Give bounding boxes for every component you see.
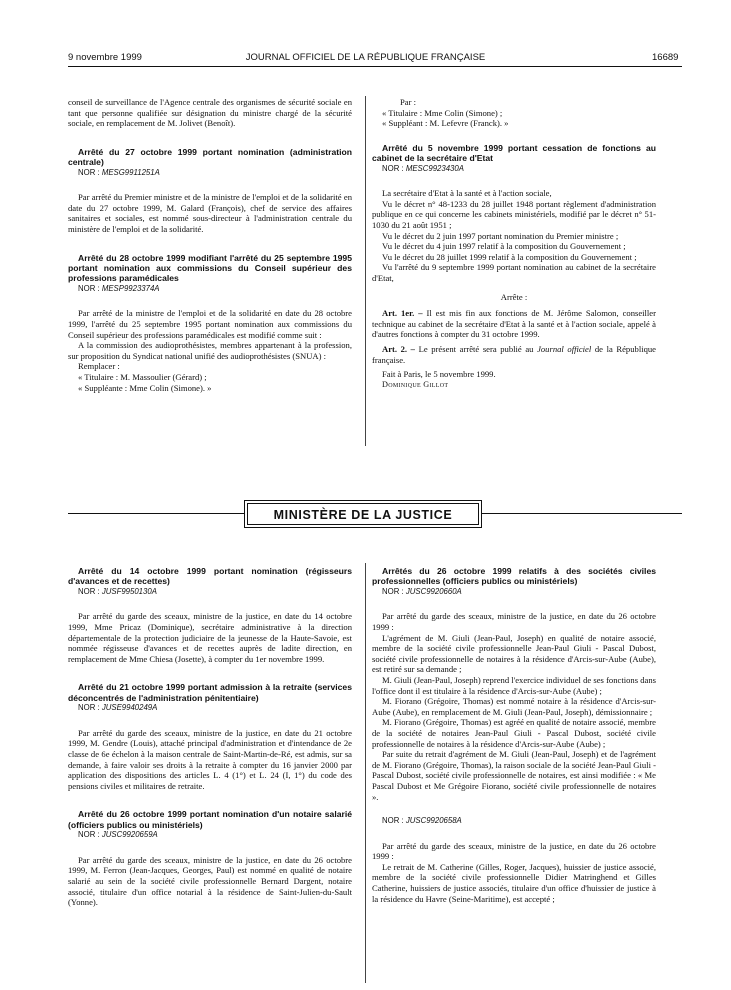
article-2: Art. 2. – Le présent arrêté sera publié au Journal officiel de la République française. bbox=[372, 343, 656, 365]
arrete-paragraph: Par arrêté du garde des sceaux, ministre de la justice, en date du 26 octobre 1999 : bbox=[372, 611, 656, 632]
header-journal-title: JOURNAL OFFICIEL DE LA RÉPUBLIQUE FRANÇAISE bbox=[245, 52, 486, 63]
arrete-title: Arrêté du 14 octobre 1999 portant nomination (régisseurs d'avances et de recettes) bbox=[68, 566, 352, 587]
arrete-title: Arrêté du 27 octobre 1999 portant nomination (administration centrale) bbox=[68, 146, 352, 168]
arrete-title: Arrêtés du 26 octobre 1999 relatifs à des sociétés civiles professionnelles (officiers publics ou ministériels) bbox=[372, 566, 656, 587]
arrete-paragraph: « Titulaire : Mme Colin (Simone) ; bbox=[382, 107, 503, 118]
arrete-paragraph: Remplacer : bbox=[78, 361, 120, 372]
nor-reference: NOR : JUSE9940249A bbox=[78, 703, 158, 713]
header-rule bbox=[68, 66, 682, 67]
nor-reference: NOR : JUSF9950130A bbox=[78, 586, 157, 596]
top-left-column bbox=[68, 97, 352, 393]
arrete-body: Par arrêté du Premier ministre et de la ministre de l'emploi et de la solidarité en date du 27 octobre 1999, M. Galard (François), chef de service des affaires sanitaires et sociales, est nommé sous-directeur à l'administration centrale du ministère de l'emploi et de la solidarité. bbox=[68, 192, 352, 234]
arrete-paragraph: M. Fiorano (Grégoire, Thomas) est nommé notaire à la résidence d'Arcis-sur-Aube (Aube), en remplacement de M. Giuli (Jean-Paul, Joseph), démissionnaire ; bbox=[372, 696, 656, 717]
arrete-keyword: Arrête : bbox=[500, 291, 528, 302]
arrete-body: Par arrêté du garde des sceaux, ministre de la justice, en date du 26 octobre 1999, M. Ferron (Jean-Jacques, Georges, Paul) est nommé en qualité de notaire salarié au sein de la société civile professionnelle Bernard Dargent, notaire associé, titulaire d'un office notarial à la résidence de Saint-Julien-du-Sault (Yonne). bbox=[68, 854, 352, 908]
arrete-paragraph: Vu le décret du 4 juin 1997 relatif à la composition du Gouvernement ; bbox=[382, 241, 626, 252]
nor-reference: NOR : MESG9911251A bbox=[78, 167, 160, 177]
arrete-title: Arrêté du 26 octobre 1999 portant nomination d'un notaire salarié (officiers publics ou ministériels) bbox=[68, 809, 352, 830]
ministry-banner bbox=[244, 500, 482, 528]
arrete-paragraph: M. Fiorano (Grégoire, Thomas) est agréé en qualité de notaire associé, membre de la société de notaires Jean-Paul Giuli - Pascal Dubost, société civile professionnelle de notaires à la résidence d'Arcis-sur-Aube (Aube) ; bbox=[372, 717, 656, 749]
signing-place-date: Fait à Paris, le 5 novembre 1999. bbox=[382, 369, 496, 380]
arrete-title: Arrêté du 28 octobre 1999 modifiant l'arrêté du 25 septembre 1995 portant nomination aux commissions du Conseil supérieur des professions paramédicales bbox=[68, 252, 352, 284]
arrete-paragraph: Par : bbox=[400, 97, 416, 107]
arrete-paragraph: M. Giuli (Jean-Paul, Joseph) reprend l'exercice individuel de ses fonctions dans l'office dont il est titulaire à la résidence d'Arcis-sur-Aube (Aube) ; bbox=[372, 674, 656, 696]
arrete-body: Par arrêté du garde des sceaux, ministre de la justice, en date du 14 octobre 1999, Mme Pricaz (Dominique), secrétaire administrative à la direction départementale de la protection judiciaire de la jeunesse de la Haute-Savoie, est nommée régisseuse d'avances et de recettes auprès de ladite direction, en remplacement de Mme Chiesa (Josette), à compter du 1er novembre 1999. bbox=[68, 611, 352, 664]
nor-reference: NOR : MESC9923430A bbox=[382, 163, 464, 173]
arrete-paragraph: Par arrêté de la ministre de l'emploi et de la solidarité en date du 28 octobre 1999, l'arrêté du 25 septembre 1995 portant nomination aux commissions du Conseil supérieur des professions paramédicales est modifié comme suit : bbox=[68, 308, 352, 340]
arrete-body: Par arrêté du garde des sceaux, ministre de la justice, en date du 21 octobre 1999, M. Gendre (Louis), attaché principal d'administration et d'intendance de 2e classe de 6e échelon à la maison centrale de Saint-Martin-de-Ré, est admis, sur sa demande, à faire valoir ses droits à la retraite à compter du 16 janvier 2000 par application des dispositions des articles L. 4 (1°) et L. 24 (I, 1°) du code des pensions civiles et militaires de retraite. bbox=[68, 727, 352, 791]
ministry-name: MINISTÈRE DE LA JUSTICE bbox=[247, 503, 479, 525]
arrete-paragraph: L'agrément de M. Giuli (Jean-Paul, Joseph) en qualité de notaire associé, membre de la société civile professionnelle Jean-Paul Giuli - Pascal Dubost, société civile professionnelle de notaires à la résidence d'Arcis-sur-Aube (Aube), est retiré sur sa demande ; bbox=[372, 632, 656, 675]
arrete-paragraph: « Suppléante : Mme Colin (Simone). » bbox=[78, 382, 212, 393]
bottom-right-column bbox=[372, 566, 656, 904]
arrete-paragraph: Vu le décret du 2 juin 1997 portant nomination du Premier ministre ; bbox=[382, 230, 619, 241]
arrete-paragraph: Le retrait de M. Catherine (Gilles, Roger, Jacques), huissier de justice associé, membre de la société civile professionnelle Didier Matringhend et Gilles Catherine, huissiers de justice associés, titulaire d'un office d'huissier de justice à la résidence du Havre (Seine-Maritime), est accepté ; bbox=[372, 861, 656, 904]
arrete-paragraph: Par arrêté du garde des sceaux, ministre de la justice, en date du 26 octobre 1999 : bbox=[372, 840, 656, 862]
bottom-left-column bbox=[68, 566, 352, 908]
banner-rule-left bbox=[68, 513, 244, 514]
arrete-paragraph: A la commission des audioprothésistes, membres appartenant à la profession, sur proposition du Syndicat national unifié des audioprothésistes (SNUA) : bbox=[68, 340, 352, 361]
arrete-paragraph: « Titulaire : M. Massoulier (Gérard) ; bbox=[78, 371, 207, 382]
arrete-paragraph: Vu le décret n° 48-1233 du 28 juillet 1948 portant règlement d'administration publique en ce qui concerne les cabinets ministériels, modifié par le décret n° 51-1030 du 21 août 1951 ; bbox=[372, 198, 656, 230]
nor-reference: NOR : JUSC9920658A bbox=[382, 816, 462, 826]
signature: Dominique Gillot bbox=[382, 379, 449, 389]
arrete-title: Arrêté du 21 octobre 1999 portant admission à la retraite (services déconcentrés de l'administration pénitentiaire) bbox=[68, 682, 352, 703]
header-date: 9 novembre 1999 bbox=[68, 52, 142, 63]
column-divider-bottom bbox=[365, 563, 366, 983]
banner-rule-right bbox=[482, 513, 682, 514]
arrete-paragraph: « Suppléant : M. Lefevre (Franck). » bbox=[382, 118, 509, 129]
top-right-column bbox=[372, 97, 656, 390]
header-page-number: 16689 bbox=[652, 52, 679, 63]
article-1: Art. 1er. – Il est mis fin aux fonctions de M. Jérôme Salomon, conseiller technique au cabinet de la secrétaire d'Etat à la santé et à l'action sociale, appelé à d'autres fonctions à compter du 31 octobre 1999. bbox=[372, 308, 656, 340]
nor-reference: NOR : MESP9923374A bbox=[78, 283, 160, 293]
column-divider-top bbox=[365, 96, 366, 446]
arrete-title: Arrêté du 5 novembre 1999 portant cessation de fonctions au cabinet de la secrétaire d'Etat bbox=[372, 142, 656, 164]
arrete-paragraph: La secrétaire d'Etat à la santé et à l'action sociale, bbox=[382, 188, 552, 199]
arrete-paragraph: Vu le décret du 28 juillet 1999 relatif à la composition du Gouvernement ; bbox=[382, 251, 637, 262]
nor-reference: NOR : JUSC9920660A bbox=[382, 586, 462, 596]
nor-reference: NOR : JUSC9920659A bbox=[78, 830, 158, 840]
continuation-text: conseil de surveillance de l'Agence centrale des organismes de sécurité sociale en tant que personne qualifiée sur désignation du ministre chargé de la sécurité sociale, en remplacement de M. Jolivet (Benoît). bbox=[68, 97, 352, 129]
arrete-paragraph: Vu l'arrêté du 9 septembre 1999 portant nomination au cabinet de la secrétaire d'Etat, bbox=[372, 262, 656, 283]
arrete-paragraph: Par suite du retrait d'agrément de M. Giuli (Jean-Paul, Joseph) et de l'agrément de M. Fiorano (Grégoire, Thomas), la raison sociale de la société Jean-Paul Giuli - Pascal Dubost, société civile professionnelle de notaires, est ainsi modifiée : « Me Pascal Dubost et Me Grégoire Fiorano, société civile professionnelle de notaires ». bbox=[372, 749, 656, 802]
